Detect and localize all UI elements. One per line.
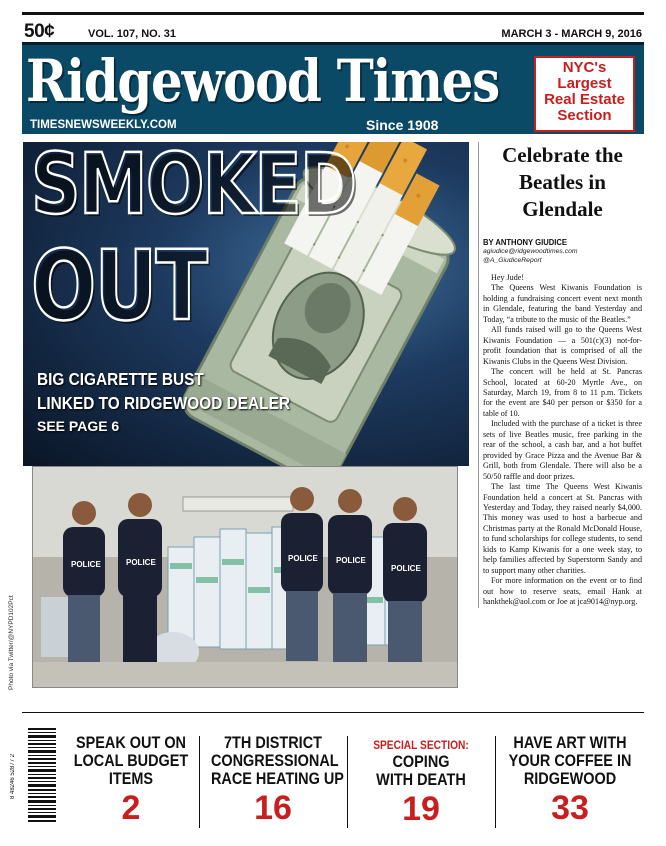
teaser-page-number: 16 [254,789,292,827]
website-link[interactable]: TIMESNEWSWEEKLY.COM [30,119,177,131]
article-paragraph: For more information on the event or to find out how to reserve seats, email Hank at hankthek@aol.com or Joe at jca9014@nyp.org. [483,576,642,607]
cover-subhead-line: BIG CIGARETTE BUST [37,369,204,389]
teaser-congressional[interactable] [200,734,346,828]
promo-line: Largest [557,75,612,92]
cover-story[interactable] [23,142,469,466]
teaser-art-coffee[interactable] [497,734,643,828]
article-byline: BY ANTHONY GIUDICE [483,237,568,247]
teaser-kicker: SPECIAL SECTION: [373,738,469,752]
teaser-line: WITH DEATH [376,770,466,789]
volume-number: VOL. 107, NO. 31 [88,28,177,40]
teaser-line: RACE HEATING UP [210,769,344,788]
article-paragraph: The concert will be held at St. Pancras School, located at 60-20 Myrtle Ave., on Saturday, March 19, from 8 to 11 p.m. Tickets for the event are $40 per person or $350 for a table of 10. [483,367,642,418]
article-headline[interactable]: Celebrate the Beatles in Glendale [502,143,623,221]
police-label: POLICE [336,556,366,565]
teaser-line: 7TH DISTRICT [224,733,322,752]
teaser-page-number: 2 [121,789,141,827]
teaser-line: LOCAL BUDGET [73,751,189,770]
teaser-line: ITEMS [108,769,154,788]
police-label: POLICE [391,564,421,573]
beatles-article [478,142,642,608]
cover-subhead [37,367,290,415]
article-paragraph: Hey Jude! [491,273,525,282]
cover-headline-line1: SMOKED [31,142,356,233]
article-paragraph: All funds raised will go to the Queens West Kiwanis Foundation — a 501(c)(3) not-for-profit foundation that is comprised of all the Kiwanis Clubs in the Queens West Division. [483,325,642,366]
promo-line: NYC's [562,59,607,76]
photo-credit: Photo via Twitter/@NYPD102Pct [8,595,15,690]
police-label: POLICE [288,554,318,563]
police-label: POLICE [71,560,101,569]
teaser-line: CONGRESSIONAL [210,751,339,770]
see-page-link[interactable]: SEE PAGE 6 [37,418,120,434]
police-photo [32,466,458,688]
since-year: Since 1908 [366,117,439,133]
teaser-page-number: 19 [402,790,440,828]
teaser-budget[interactable] [58,734,204,828]
teaser-line: RIDGEWOOD [523,769,617,788]
teaser-line: YOUR COFFEE IN [508,751,632,770]
teaser-headline [210,733,344,788]
teaser-headline [359,753,483,789]
teaser-line: COPING [392,752,450,771]
promo-line: Real Estate [544,91,625,108]
barcode [28,728,56,824]
teaser-coping[interactable] [348,737,494,829]
issue-dates: MARCH 3 - MARCH 9, 2016 [501,28,642,40]
promo-line: Section [557,107,612,124]
article-paragraph: The Queens West Kiwanis Foundation is holding a fundraising concert event next month in Glendale, featuring the band Yesterday and Today, “a tribute to the music of the Beatles.” [483,283,642,324]
cover-headline-line2: OUT [31,230,207,342]
article-paragraph: Included with the purchase of a ticket is three sets of live Beatles music, free parking in the rear of the school, a cash bar, and a hot buffet provided by Grace Pizza and the Avenue Bar & Grill, both from Glendale. There will also be a 50/50 raffle and door prizes. [483,419,642,481]
teaser-divider [495,736,496,828]
footer-rule [22,712,644,713]
real-estate-promo[interactable] [534,56,635,132]
teaser-page-number: 33 [551,789,589,827]
masthead [22,42,644,134]
author-email[interactable]: agiudice@ridgewoodtimes.com [483,248,578,255]
police-label: POLICE [126,558,156,567]
top-strip [22,12,644,42]
cover-price: 50¢ [24,21,55,42]
teaser-line: HAVE ART WITH [513,733,627,752]
barcode-number: 8 48246 52877 2 [10,753,16,799]
paper-name: Ridgewood Times [26,47,499,115]
teaser-headline [69,734,193,788]
cover-subhead-line: LINKED TO RIDGEWOOD DEALER [37,393,290,413]
teaser-line: SPEAK OUT ON [76,733,186,752]
author-handle[interactable]: @A_GiudiceReport [483,257,542,264]
article-paragraph: The last time The Queens West Kiwanis Foundation held a concert at St. Pancras with Yesterday and Today, they raised nearly $4,000. This money was used to host a barbecue and Christmas party at the Ronald McDonald House, to fund scholarships for college students, to send kids to Kamp Kiwanis for a one week stay, to help families affected by Superstorm Sandy and to support many other charities. [483,482,642,575]
article-body [483,273,642,608]
teaser-headline [508,734,632,788]
officers-with-cigarettes-image [33,467,458,688]
